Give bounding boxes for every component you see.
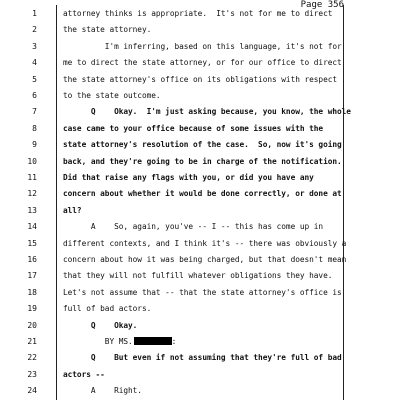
line-text [63,319,137,332]
line-text [63,40,342,53]
page-number: Page 356 [300,0,344,10]
line-number: 5 [32,74,37,84]
transcript-line [32,122,345,135]
line-number: 6 [32,91,37,100]
line-text-content: Did that raise any flags with you, or did you have any [63,173,314,182]
line-text-content: BY MS. [63,337,133,346]
transcript-line [32,138,345,151]
transcript-line [32,40,345,53]
line-text [63,351,342,364]
line-number: 19 [27,304,37,314]
line-text-content: the state attorney. [63,25,152,35]
transcript-line [27,368,345,381]
line-text-content: I'm inferring, based on this language, it's not for [63,41,342,51]
line-text [63,23,151,36]
line-number: 23 [27,369,37,379]
line-text-content: the state attorney's office on its obligations with respect [63,74,338,84]
transcript-line [27,269,345,282]
transcript-line [27,220,345,233]
line-number: 4 [32,58,37,68]
transcript-line [32,73,345,86]
line-text [63,302,151,315]
line-number: 13 [27,205,37,215]
line-text-content: to the state outcome. [63,91,161,100]
transcript-line [27,302,345,315]
line-number: 11 [27,173,37,182]
transcript-line [27,237,347,250]
line-text-content: state attorney's resolution of the case. So, now it's going [63,140,342,150]
line-number: 21 [27,337,37,346]
line-text [63,171,314,184]
line-text-content: concern about whether it would be done correctly, or done at [63,189,342,199]
line-text-content: Let's not assume that -- that the state attorney's office is [63,287,342,297]
line-number: 9 [32,140,37,150]
transcript-line [27,204,345,217]
line-number: 17 [27,271,37,281]
line-text-content: full of bad actors. [63,304,152,314]
transcript-page [27,5,351,400]
line-number: 24 [27,386,37,396]
line-text-content: that they will not fulfill whatever obligations they have. [63,271,333,281]
line-text [63,269,332,282]
line-text [63,187,342,200]
transcript-line [27,384,345,397]
line-text [63,286,342,299]
line-text [63,220,323,233]
line-text [63,237,346,250]
line-number: 2 [32,25,37,35]
line-number: 3 [32,41,37,51]
transcript-line [32,56,345,69]
line-text [63,105,351,118]
line-number: 7 [32,107,37,117]
transcript-line [27,187,345,200]
line-text-content: me to direct the state attorney, or for our office to direct [63,58,342,68]
line-text-content: concern about how it was being charged, but that doesn't mean [63,255,347,264]
line-text-content: attorney thinks is appropriate. It's not for me to direct [63,9,333,18]
transcript-line [32,105,351,118]
line-text [63,368,105,381]
transcript-line [32,23,345,36]
line-text [63,138,342,151]
line-number: 18 [27,287,37,297]
line-text [63,73,337,86]
line-text [63,384,142,397]
line-text-content: all? [63,205,82,215]
transcript-line [27,155,345,168]
line-number: 14 [27,222,37,232]
line-text [63,155,342,168]
line-text [63,204,82,217]
line-text-content: actors -- [63,369,105,379]
line-number: 10 [27,156,37,166]
transcript-line [27,171,345,184]
line-text [63,7,332,20]
transcript-line [32,7,345,20]
transcript-line [27,286,345,299]
line-number: 12 [27,189,37,199]
line-text-content: A Right. [63,386,142,396]
line-text [63,335,176,348]
line-text [63,56,342,69]
line-text-content: Q Okay. I'm just asking because, you know, the whole [63,107,351,117]
line-number: 1 [32,9,37,18]
transcript-line [27,253,347,266]
transcript-line [32,89,345,102]
line-text-content: case came to your office because of some issues with the [63,123,324,133]
line-text-content: back, and they're going to be in charge of the notification. [63,156,342,166]
line-text-suffix: : [171,337,177,346]
line-number: 15 [27,238,37,248]
transcript-line [27,319,345,332]
line-text-content: different contexts, and I think it's -- there was obviously a [63,238,347,248]
line-text-content: Q Okay. [63,320,138,330]
line-text-content: A So, again, you've -- I -- this has come up in [63,222,324,232]
redaction-box [134,337,172,345]
line-text-content: Q But even if not assuming that they're full of bad [63,353,342,363]
line-text [63,89,161,102]
transcript-line [27,335,345,348]
transcript-line [27,351,345,364]
line-text [63,253,346,266]
line-text [63,122,323,135]
line-number: 20 [27,320,37,330]
line-number: 8 [32,123,37,133]
line-number: 22 [27,353,37,363]
line-number: 16 [27,255,37,264]
